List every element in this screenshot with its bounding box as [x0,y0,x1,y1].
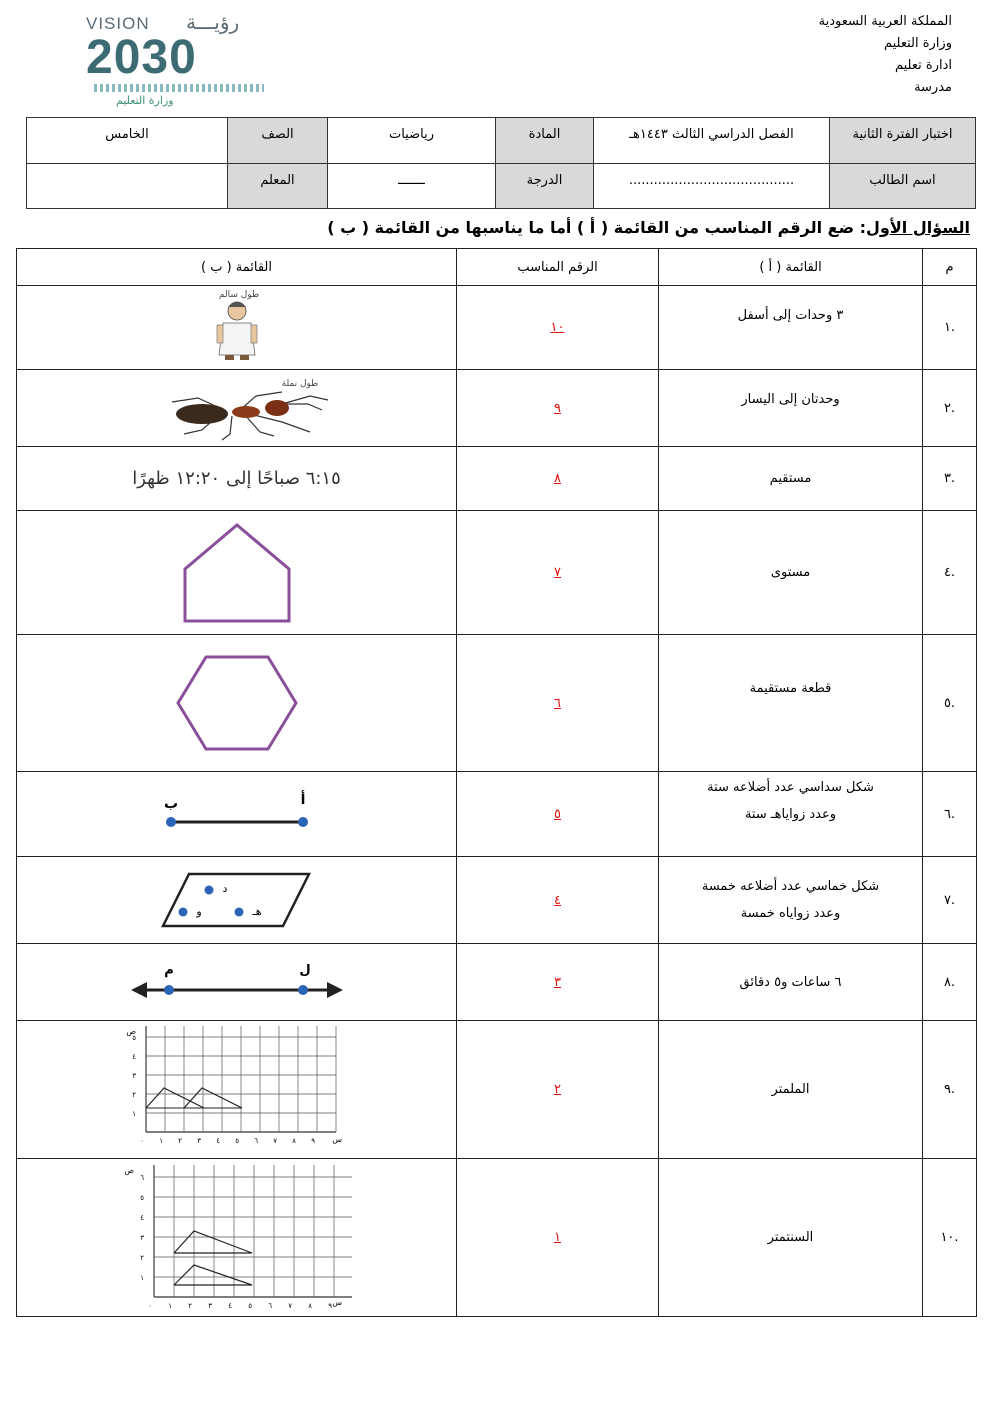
header-num: م [923,249,977,286]
grid-y-tick: ٦ [139,1173,144,1182]
grid-x-tick: ٤ [215,1136,220,1145]
answer-value[interactable]: ٩ [457,370,659,447]
answer-value[interactable]: ١ [457,1159,659,1317]
plane-label-w: و [195,905,202,918]
answer-value[interactable]: ٦ [457,635,659,772]
pentagon-picture-cell [17,511,457,635]
grid-tick-labels [132,1026,315,1145]
line-segment-figure [157,788,317,840]
time-range-text: ٦:١٥ صباحًا إلى ١٢:٢٠ ظهرًا [132,468,341,489]
teacher-label: المعلم [228,163,328,209]
header-ministry: وزارة التعليم [883,36,952,51]
person-robe [219,323,255,355]
grid-x-tick: ١ [158,1136,163,1145]
student-name-field[interactable]: ........................................ [594,163,830,209]
grid-tick-labels [140,1165,332,1310]
ant-caption: طول نملة [281,379,318,389]
coordinate-grid-2 [122,1165,352,1311]
line-point-m [164,985,174,995]
header-school: مدرسة [914,80,952,95]
grid-y-tick: ١ [131,1109,136,1118]
score-value[interactable]: ـــــــ [328,163,496,209]
line-figure [129,960,345,1004]
subject-label: المادة [496,118,594,164]
grid-x-tick: ٥ [247,1301,252,1310]
grid-x-tick: ٥ [234,1136,239,1145]
logo-dots [94,84,264,92]
list-a-item: الملمتر [659,1021,923,1159]
hexagon-outline [178,657,296,749]
pentagon-outline [185,525,289,621]
table-row [17,286,977,370]
row-number: .٥ [923,635,977,772]
grid-x-tick: ٧ [287,1301,292,1310]
person-picture-cell [17,286,457,370]
grid-x-tick: ٨ [291,1136,296,1145]
row-number: .١ [923,286,977,370]
grid-y-tick: ٣ [131,1071,136,1080]
line-arrow-left [131,982,147,998]
semester: الفصل الدراسي الثالث ١٤٤٣هـ [594,118,830,164]
time-picture-cell [17,447,457,511]
grid-picture-cell-1 [17,1021,457,1159]
grid-y-tick: ١ [139,1273,144,1282]
grid-x-tick: ٦ [267,1301,272,1310]
table-row [17,1021,977,1159]
answer-value[interactable]: ٤ [457,857,659,944]
grid-x-tick: ٩ [310,1136,315,1145]
grid-x-tick: ٤ [227,1301,232,1310]
plane-point-h [234,908,243,917]
header-admin: ادارة تعليم [894,58,952,73]
grid-y-tick: ٥ [131,1033,136,1042]
hexagon-picture-cell [17,635,457,772]
row-number: .٧ [923,857,977,944]
person-foot-right [240,355,249,360]
list-a-cell [659,772,923,857]
answer-value[interactable]: ٧ [457,511,659,635]
grid-lines [146,1026,336,1132]
grid-shape-a [146,1088,204,1108]
person-arm-left [217,325,223,343]
person-illustration [177,289,297,367]
list-a-item: شكل خماسي عدد أضلاعه خمسة [701,879,880,894]
grid-x-tick: ٨ [307,1301,312,1310]
grade-label: الصف [228,118,328,164]
row-number: .٦ [923,772,977,857]
grid-y-tick: ٢ [139,1253,144,1262]
answer-value[interactable]: ٢ [457,1021,659,1159]
ant-illustration [132,374,342,442]
grid-y-tick: ٤ [131,1052,136,1061]
header-answer: الرقم المناسب [457,249,659,286]
ant-thorax [232,406,260,418]
grid-x-label: س [331,1134,342,1144]
vision-2030-logo [86,10,266,107]
question-label: السؤال الأول [866,218,970,237]
person-arm-right [251,325,257,343]
grid-picture-cell-2 [17,1159,457,1317]
hexagon-shape [174,653,300,753]
grid-y-tick: ٣ [139,1233,144,1242]
answer-value[interactable]: ١٠ [457,286,659,370]
grid-shape-b [184,1088,242,1108]
plane-figure [159,870,315,930]
row-number: .١٠ [923,1159,977,1317]
row-number: .٣ [923,447,977,511]
segment-label-a: أ [300,792,305,808]
exam-info-table [26,117,976,209]
subject-value: رياضيات [328,118,496,164]
score-label: الدرجة [496,163,594,209]
answer-value[interactable]: ٨ [457,447,659,511]
grid-y-tick: ٥ [139,1193,144,1202]
matching-table [16,248,977,1317]
exam-title: اختبار الفترة الثانية [830,118,976,164]
person-hair [228,302,246,307]
grid-x-tick: ٢ [177,1136,182,1145]
plane-label-h: هـ [251,905,262,918]
plane-label-d: د [222,882,227,895]
person-caption: طول سالم [218,289,259,300]
segment-picture-cell [17,772,457,857]
grid-origin-label: ٠ [139,1136,144,1145]
grid-shape-upper [174,1231,252,1253]
answer-value[interactable]: ٥ [457,772,659,857]
list-a-item: ٣ وحدات إلى أسفل [659,286,923,370]
table-row [17,370,977,447]
segment-point-a [298,817,308,827]
grid-x-tick: ٣ [207,1301,212,1310]
table-row [17,944,977,1021]
plane-picture-cell [17,857,457,944]
list-a-item: وحدتان إلى اليسار [659,370,923,447]
row-number: .٩ [923,1021,977,1159]
answer-value[interactable]: ٣ [457,944,659,1021]
plane-outline [163,874,309,926]
grade-value: الخامس [27,118,228,164]
grid-x-tick: ١ [167,1301,172,1310]
row-number: .٤ [923,511,977,635]
list-a-item: قطعة مستقيمة [659,635,923,772]
table-row [17,511,977,635]
list-a-item-line2: وعدد زواياه خمسة [740,906,841,921]
list-a-item: ٦ ساعات و٥ دقائق [659,944,923,1021]
teacher-value[interactable] [27,163,228,209]
grid-x-label: س [331,1297,342,1307]
row-number: .٨ [923,944,977,1021]
line-label-l: ل [298,963,311,978]
line-arrow-right [327,982,343,998]
logo-ministry-text: وزارة التعليم [116,94,174,107]
list-a-item: السنتمتر [659,1159,923,1317]
list-a-item: شكل سداسي عدد أضلاعه ستة [707,780,874,795]
grid-y-label: ص [123,1165,134,1175]
grid-y-tick: ٤ [139,1213,144,1222]
table-header-row [17,249,977,286]
list-a-item-line2: وعدد زواياهـ ستة [744,807,837,822]
grid-y-tick: ٢ [131,1090,136,1099]
grid-y-label: ص [125,1026,136,1036]
logo-vision-text: VISION [86,14,150,33]
question-heading [327,218,970,237]
question-text: : ضع الرقم المناسب من القائمة ( أ ) أما ما يناسبها من القائمة ( ب ) [327,218,867,237]
ant-head [265,400,289,416]
row-number: .٢ [923,370,977,447]
table-row [17,447,977,511]
segment-point-b [166,817,176,827]
grid-x-tick: ٢ [187,1301,192,1310]
grid-x-tick: ٣ [196,1136,201,1145]
ant-abdomen [176,404,228,424]
segment-label-b: ب [163,796,178,812]
person-foot-left [225,355,234,360]
grid-x-tick: ٧ [272,1136,277,1145]
list-a-cell [659,857,923,944]
grid-origin-label: ٠ [147,1301,152,1310]
table-row [17,772,977,857]
table-row [17,1159,977,1317]
student-name-label: اسم الطالب [830,163,976,209]
logo-year: 2030 [86,31,197,84]
ant-picture-cell [17,370,457,447]
header-list-b: القائمة ( ب ) [17,249,457,286]
list-a-item: مستوى [659,511,923,635]
plane-point-d [204,886,213,895]
header-country: المملكة العربية السعودية [818,14,952,29]
table-row [17,635,977,772]
plane-point-w [178,908,187,917]
grid-x-tick: ٦ [253,1136,258,1145]
table-row [17,857,977,944]
logo-vision-ar-text: رؤيـــة [186,10,240,34]
line-picture-cell [17,944,457,1021]
pentagon-shape [177,521,297,625]
grid-x-tick: ٩ [327,1301,332,1310]
coordinate-grid-1 [122,1026,352,1154]
list-a-item: مستقيم [659,447,923,511]
line-label-m: م [163,963,174,978]
line-point-l [298,985,308,995]
header-list-a: القائمة ( أ ) [659,249,923,286]
grid-lines [154,1165,352,1297]
grid-shape-lower [174,1265,252,1285]
